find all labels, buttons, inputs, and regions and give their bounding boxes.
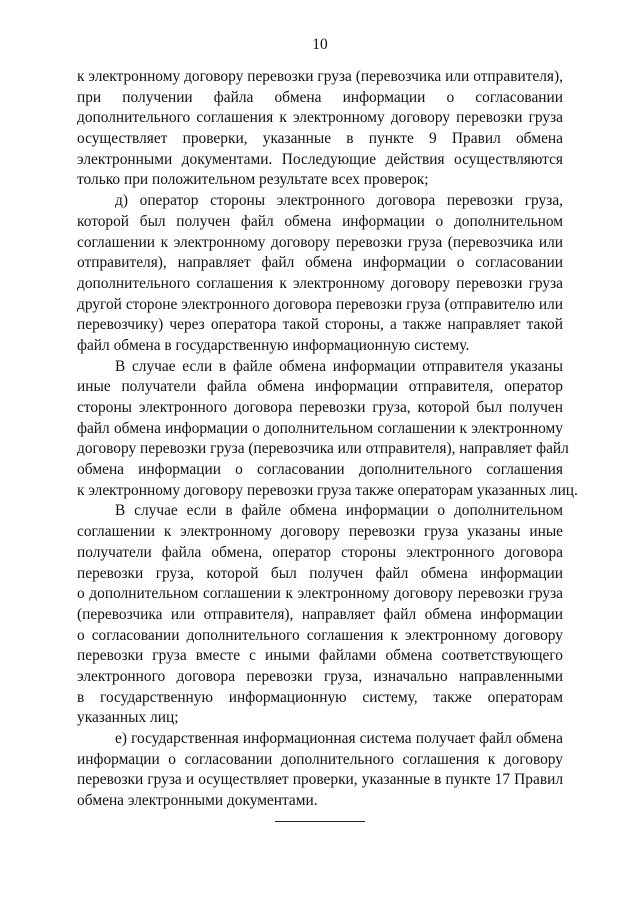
text-line: дополнительного соглашения к электронному договору перевозки груза bbox=[77, 274, 563, 292]
text-line: д) оператор стороны электронного договора перевозки груза, bbox=[115, 192, 563, 210]
paragraph bbox=[77, 357, 578, 502]
text-line: в государственную информационную систему, также операторам bbox=[77, 688, 563, 706]
text-line: электронного договора перевозки груза, изначально направленными bbox=[77, 667, 563, 685]
text-line: отправителя), направляет файл обмена информации о согласовании bbox=[77, 254, 563, 272]
text-line: перевозки груза вместе с иными файлами обмена соответствующего bbox=[77, 647, 563, 665]
paragraph bbox=[77, 501, 563, 729]
footer-separator-line bbox=[275, 821, 365, 822]
text-line: стороны электронного договора перевозки груза, которой был получен bbox=[77, 399, 563, 416]
text-line: получатели файла обмена, оператор стороны электронного договора bbox=[77, 543, 563, 561]
page-number: 10 bbox=[312, 36, 328, 53]
text-line: которой был получен файл обмена информации о дополнительном bbox=[77, 212, 563, 230]
text-line: дополнительного соглашения к электронному договору перевозки груза bbox=[77, 109, 563, 127]
paragraph bbox=[77, 67, 563, 191]
paragraph bbox=[77, 729, 563, 812]
text-line: только при положительном результате всех проверок; bbox=[77, 171, 429, 189]
text-line: перевозки груза, которой был получен файл обмена информации bbox=[77, 564, 563, 582]
text-line: электронными документами. Последующие действия осуществляются bbox=[77, 150, 563, 168]
text-line: при получении файла обмена информации о согласовании bbox=[77, 88, 563, 106]
text-line: перевозки груза и осуществляет проверки, указанные в пункте 17 Правил bbox=[77, 771, 563, 789]
paragraph bbox=[77, 191, 563, 357]
text-line: информации о согласовании дополнительного соглашения к договору bbox=[77, 750, 563, 768]
text-line: о согласовании дополнительного соглашения к электронному договору bbox=[77, 626, 563, 644]
text-line: иные получатели файла обмена информации отправителя, оператор bbox=[77, 378, 563, 396]
text-line: другой стороне электронного договора перевозки груза (отправителю или bbox=[77, 295, 563, 313]
text-line: (перевозчика или отправителя), направляет файл обмена информации bbox=[77, 605, 563, 623]
text-line: к электронному договору перевозки груза также операторам указанных лиц. bbox=[77, 481, 578, 499]
text-line: соглашении к электронному договору перевозки груза (перевозчика или bbox=[77, 233, 563, 251]
text-line: обмена информации о согласовании дополнительного соглашения bbox=[77, 461, 563, 479]
text-line: к электронному договору перевозки груза (перевозчика или отправителя), bbox=[77, 68, 563, 85]
text-line: соглашении к электронному договору перевозки груза указаны иные bbox=[77, 523, 563, 541]
text-line: е) государственная информационная система получает файл обмена bbox=[115, 730, 563, 747]
text-line: файл обмена информации о дополнительном соглашении к электронному bbox=[77, 419, 563, 437]
text-line: указанных лиц; bbox=[77, 709, 179, 727]
text-line: перевозчику) через оператора такой стороны, а также направляет такой bbox=[77, 316, 563, 334]
text-line: В случае если в файле обмена информации отправителя указаны bbox=[115, 357, 563, 375]
text-line: обмена электронными документами. bbox=[77, 792, 318, 810]
text-line: о дополнительном соглашении к электронному договору перевозки груза bbox=[77, 585, 563, 603]
text-line: файл обмена в государственную информационную систему. bbox=[77, 336, 470, 354]
body-text bbox=[77, 67, 578, 812]
text-line: договору перевозки груза (перевозчика или отправителя), направляет файл bbox=[77, 440, 569, 458]
text-line: В случае если в файле обмена информации о дополнительном bbox=[115, 502, 563, 520]
text-line: осуществляет проверки, указанные в пункте 9 Правил обмена bbox=[77, 130, 563, 148]
